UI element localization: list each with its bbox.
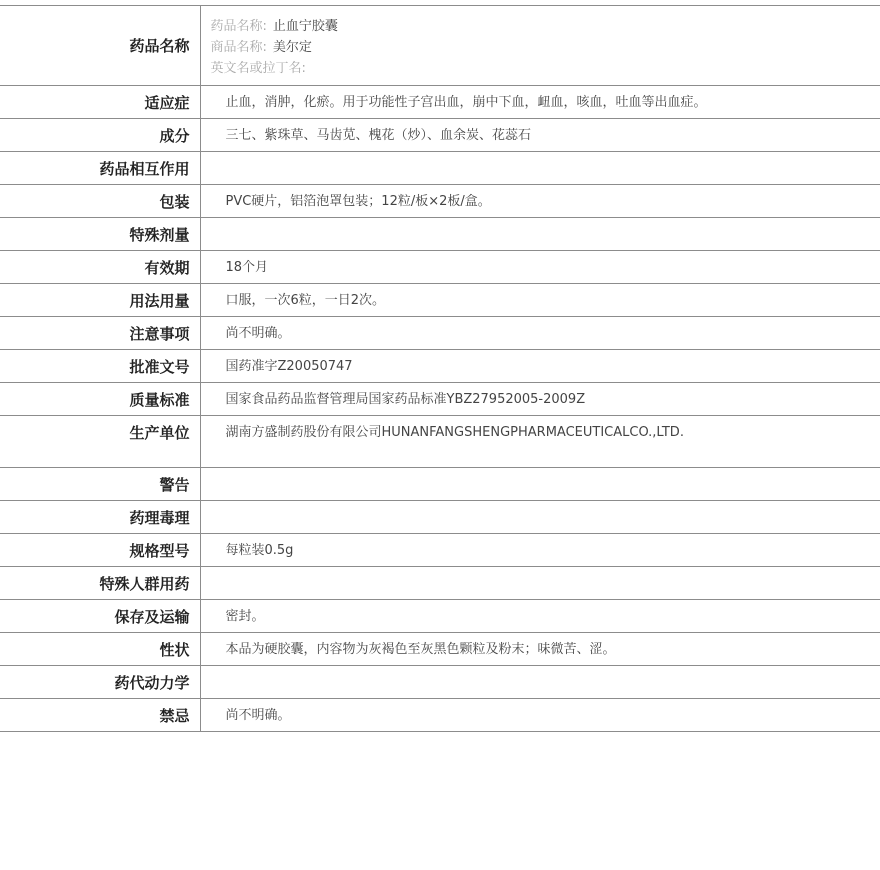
- english-name-key: 英文名或拉丁名:: [210, 61, 306, 76]
- spec-row-contraindications: [0, 699, 880, 732]
- spec-row-drug-name: [0, 6, 880, 86]
- spec-row-ingredients: [0, 119, 880, 152]
- spec-label: 质量标准: [0, 383, 200, 416]
- spec-row-pharmacology: [0, 501, 880, 534]
- spec-row-storage: [0, 600, 880, 633]
- spec-label: 特殊剂量: [0, 218, 200, 251]
- spec-label: 生产单位: [0, 416, 200, 468]
- spec-value: 国药准字Z20050747: [200, 350, 880, 383]
- spec-row-packaging: [0, 185, 880, 218]
- spec-value: [200, 152, 880, 185]
- spec-label: 适应症: [0, 86, 200, 119]
- spec-row-precautions: [0, 317, 880, 350]
- spec-row-quality-standard: [0, 383, 880, 416]
- spec-label: 警告: [0, 468, 200, 501]
- spec-label: 药品相互作用: [0, 152, 200, 185]
- spec-label: 有效期: [0, 251, 200, 284]
- spec-row-approval-number: [0, 350, 880, 383]
- spec-value: 尚不明确。: [200, 317, 880, 350]
- spec-row-manufacturer: [0, 416, 880, 468]
- spec-row-shelf-life: [0, 251, 880, 284]
- spec-label: 性状: [0, 633, 200, 666]
- spec-label: 包装: [0, 185, 200, 218]
- spec-label: 成分: [0, 119, 200, 152]
- spec-value: 止血，消肿，化瘀。用于功能性子宫出血，崩中下血，衄血，咳血，吐血等出血症。: [200, 86, 880, 119]
- spec-row-pharmacokinetics: [0, 666, 880, 699]
- spec-label: 规格型号: [0, 534, 200, 567]
- spec-label: 药理毒理: [0, 501, 200, 534]
- spec-label: 保存及运输: [0, 600, 200, 633]
- spec-value: 18个月: [200, 251, 880, 284]
- spec-row-special-populations: [0, 567, 880, 600]
- spec-row-interactions: [0, 152, 880, 185]
- spec-value: [200, 501, 880, 534]
- drug-spec-table: [0, 5, 880, 732]
- generic-name-value: 止血宁胶囊: [272, 19, 338, 34]
- spec-label: 禁忌: [0, 699, 200, 732]
- spec-value: 湖南方盛制药股份有限公司HUNANFANGSHENGPHARMACEUTICALCO.,LTD.: [200, 416, 880, 468]
- spec-value-names: [200, 6, 880, 86]
- spec-value: 密封。: [200, 600, 880, 633]
- english-name-line: [211, 58, 871, 79]
- spec-label: 药品名称: [0, 6, 200, 86]
- trade-name-line: [211, 37, 871, 58]
- spec-label: 用法用量: [0, 284, 200, 317]
- spec-label: 药代动力学: [0, 666, 200, 699]
- spec-row-specification: [0, 534, 880, 567]
- spec-label: 批准文号: [0, 350, 200, 383]
- spec-value: 尚不明确。: [200, 699, 880, 732]
- trade-name-key: 商品名称:: [210, 40, 267, 55]
- spec-row-indications: [0, 86, 880, 119]
- spec-value: 三七、紫珠草、马齿苋、槐花（炒）、血余炭、花蕊石: [200, 119, 880, 152]
- generic-name-line: [211, 16, 871, 37]
- spec-label: 特殊人群用药: [0, 567, 200, 600]
- spec-label: 注意事项: [0, 317, 200, 350]
- spec-row-special-dosage: [0, 218, 880, 251]
- spec-row-usage: [0, 284, 880, 317]
- spec-row-warning: [0, 468, 880, 501]
- spec-value: 本品为硬胶囊，内容物为灰褐色至灰黑色颗粒及粉末；味微苦、涩。: [200, 633, 880, 666]
- spec-value: 国家食品药品监督管理局国家药品标准YBZ27952005-2009Z: [200, 383, 880, 416]
- spec-value: [200, 567, 880, 600]
- trade-name-value: 美尔定: [272, 40, 312, 55]
- spec-value: 每粒装0.5g: [200, 534, 880, 567]
- spec-value: [200, 468, 880, 501]
- spec-value: PVC硬片，铝箔泡罩包装；12粒/板×2板/盒。: [200, 185, 880, 218]
- spec-value: [200, 218, 880, 251]
- generic-name-key: 药品名称:: [210, 19, 267, 34]
- spec-row-description: [0, 633, 880, 666]
- spec-value: 口服，一次6粒，一日2次。: [200, 284, 880, 317]
- spec-value: [200, 666, 880, 699]
